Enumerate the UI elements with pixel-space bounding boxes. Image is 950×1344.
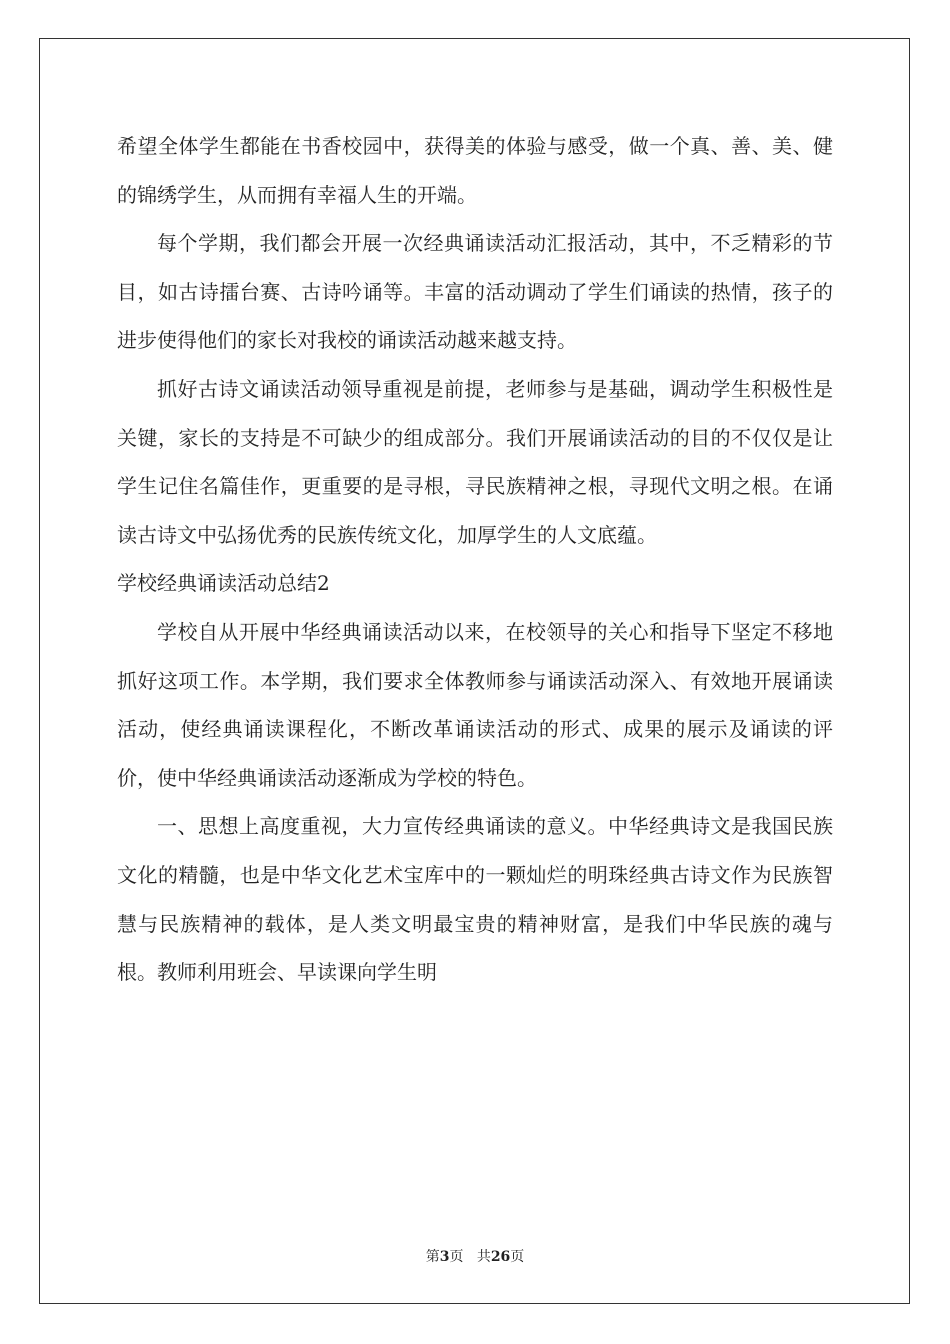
page-number: 3 (439, 1249, 450, 1265)
paragraph-1: 希望全体学生都能在书香校园中，获得美的体验与感受，做一个真、善、美、健的锦绣学生，从而拥有幸福人生的开端。 (117, 134, 833, 207)
paragraph-3: 抓好古诗文诵读活动领导重视是前提，老师参与是基础，调动学生积极性是关键，家长的支持是不可缺少的组成部分。我们开展诵读活动的目的不仅仅是让学生记住名篇佳作，更重要的是寻根，寻民族精神之根，寻现代文明之根。在诵读古诗文中弘扬优秀的民族传统文化，加厚学生的人文底蕴。 (117, 376, 833, 547)
page-footer (0, 1246, 950, 1266)
total-suffix: 页 (510, 1249, 525, 1265)
document-body (117, 122, 833, 997)
page-prefix: 第 (425, 1249, 440, 1265)
paragraph-2: 每个学期，我们都会开展一次经典诵读活动汇报活动，其中，不乏精彩的节目，如古诗擂台赛、古诗吟诵等。丰富的活动调动了学生们诵读的热情，孩子的进步使得他们的家长对我校的诵读活动越来越支持。 (117, 231, 833, 353)
paragraph-5: 一、思想上高度重视，大力宣传经典诵读的意义。中华经典诗文是我国民族文化的精髓，也是中华文化艺术宝库中的一颗灿烂的明珠经典古诗文作为民族智慧与民族精神的载体，是人类文明最宝贵的精神财富，是我们中华民族的魂与根。教师利用班会、早读课向学生明 (117, 814, 833, 985)
page-suffix: 页 (449, 1249, 464, 1265)
paragraph-4: 学校自从开展中华经典诵读活动以来，在校领导的关心和指导下坚定不移地抓好这项工作。本学期，我们要求全体教师参与诵读活动深入、有效地开展诵读活动，使经典诵读课程化，不断改革诵读活动的形式、成果的展示及诵读的评价，使中华经典诵读活动逐渐成为学校的特色。 (117, 619, 833, 790)
total-pages: 26 (490, 1249, 511, 1265)
section-title: 学校经典诵读活动总结2 (117, 571, 330, 596)
total-prefix: 共 (476, 1249, 491, 1265)
